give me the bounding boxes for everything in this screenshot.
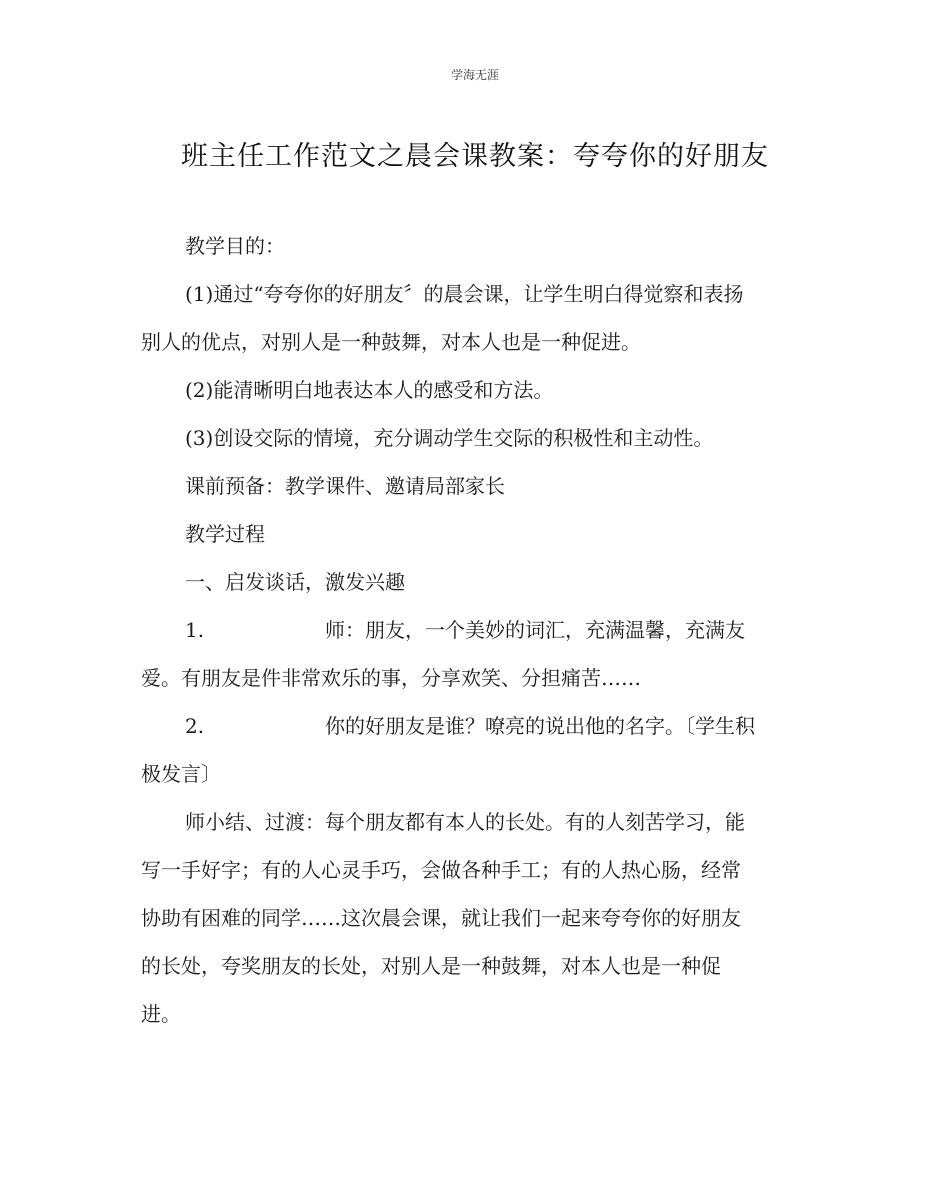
running-header: 学海无涯 [450, 68, 499, 82]
paragraph-line: 爱。有朋友是件非常欢乐的事，分享欢笑、分担痛苦…… [141, 666, 641, 690]
paragraph-line: 写一手好字；有的人心灵手巧，会做各种手工；有的人热心肠，经常 [141, 858, 741, 882]
list-number: 1. [185, 618, 205, 642]
paragraph-line: (2)能清晰明白地表达本人的感受和方法。 [185, 378, 554, 402]
paragraph-line: 2. 你的好朋友是谁？嘹亮的说出他的名字。〔学生积 [141, 702, 811, 750]
paragraph-line: 别人的优点，对别人是一种鼓舞，对本人也是一种促进。 [141, 330, 641, 354]
paragraph-line: 教学过程 [185, 522, 265, 546]
paragraph-line: (1)通过“夸夸你的好朋友〞的晨会课，让学生明白得觉察和表扬 [185, 282, 744, 306]
paragraph-line: 一、启发谈话，激发兴趣 [185, 570, 405, 594]
paragraph-line: 师小结、过渡：每个朋友都有本人的长处。有的人刻苦学习，能 [185, 810, 745, 834]
document-title: 班主任工作范文之晨会课教案：夸夸你的好朋友 [181, 141, 769, 172]
list-number: 2. [185, 714, 205, 738]
paragraph-line: 课前预备：教学课件、邀请局部家长 [185, 474, 505, 498]
document-body [141, 222, 811, 1038]
paragraph-line: 协助有困难的同学……这次晨会课，就让我们一起来夸夸你的好朋友 [141, 906, 741, 930]
paragraph-line: 的长处，夸奖朋友的长处，对别人是一种鼓舞，对本人也是一种促 [141, 954, 721, 978]
paragraph-line: 1. 师：朋友，一个美妙的词汇，充满温馨，充满友 [141, 606, 811, 654]
paragraph-line: (3)创设交际的情境，充分调动学生交际的积极性和主动性。 [185, 426, 714, 450]
paragraph-line: 极发言〕 [141, 762, 221, 786]
paragraph-line: 进。 [141, 1002, 181, 1026]
paragraph-line: 教学目的： [185, 234, 285, 258]
